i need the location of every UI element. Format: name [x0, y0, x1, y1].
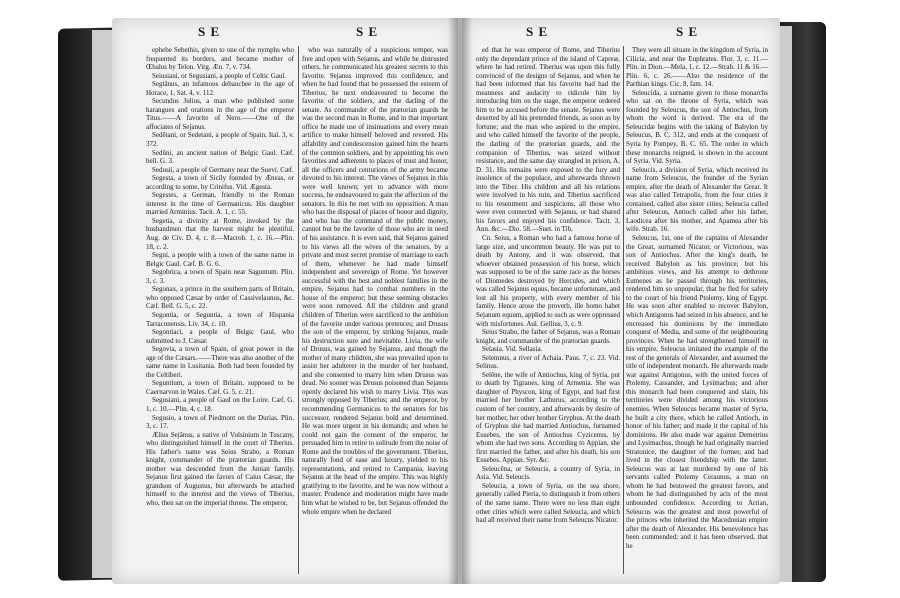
- dictionary-entry: who was naturally of a suspicious temper, was free and open with Sejanus, and while he distrusted others, he communicated his greatest secrets to this favorite. Sejanus improved this confidence, and when he had found that he possessed the esteem of Tiberius, he next endeavoured to become the favorite of the soldiers, and the darling of the senate. As commander of the prætorian guards he was the second man in Rome, and in that important office he made use of insinuations and every mean artifice to make himself beloved and revered. His affability and condescension gained him the hearts of the common soldiers, and by appointing his own favorites and adherents to places of trust and honor, all the officers and centurions of the army became devoted to his interest. The views of Sejanus in this were well known; yet to advance with more success, he endeavoured to gain the affection of the senators. In this he met with no opposition. A man who has the disposal of places of honor and dignity, and who has the command of the public money, cannot but be the favorite of those who are in need of his assistance. It is even said, that Sejanus gained to his views all the wives of the senators, by a private and most secret promise of marriage to each of them, whenever he had made himself independent and sovereign of Rome. Yet however successful with the best and noblest families in the empire, Sejanus had to combat numbers in the house of the emperor; but these seeming obstacles were soon removed. All the children and grand children of Tiberius were sacrificed to the ambition of the favorite under various pretences; and Drusus the son of the emperor, by striking Sejanus, made his destruction sure and inevitable. Livia, the wife of Drusus, was gained by Sejanus, and though the mother of many children, she was prevailed upon to assist her adulterer in the murder of her husband, and she consented to marry him when Drusus was dead. No sooner was Drusus poisoned than Sejanus openly declared his wish to marry Livia. This was strongly opposed by Tiberius; and the emperor, by recommending Germanicus to the senators for his successor, rendered Sejanus bold and determined. He was more urgent in his demands; and when he could not gain the consent of the emperor, he persuaded him to retire to solitude from the noise of Rome and the troubles of the government. Tiberius, naturally fond of ease and luxury, yielded to his representations, and retired to Campania, leaving Sejanus at the head of the empire. This was highly gratifying to the favorite, and he was now without a master. Prudence and moderation might have made him what he wished to be, but Sejanus offended the whole empire when he declared: [302, 46, 448, 516]
- dictionary-entry: Segusiani, a people of Gaul on the Loire. Cæf. G. 1, c. 10.—Plin. 4, c. 18.: [146, 396, 294, 413]
- dictionary-entry: ed that he was emperor of Rome, and Tiberius only the dependant prince of the island of Capreæ, where he had retired. Tiberius was upon this fully convinced of the designs of Sejanus, and when he had been informed that his favorite had had the meanness and audacity to ridicule him by introducing him on the stage, the emperor ordered him to be accused before the senate. Sejanus were deserted by all his pretended friends, as soon as by fortune; and the man who aspired to the empire, and who called himself the favorite of the people, the darling of the prætorian guards, and the companion of Tiberius, was seized without resistance, and the same day strangled in prison, A. D. 31. His remains were exposed to the fury and insolence of the populace, and afterwards thrown into the Tiber. His children and all his relations were involved in his ruin, and Tiberius sacrificed to his resentment and suspicions, all those who were even connected with Sejanus, or had shared his favors and enjoyed his confidence. Tacit. 3, Ann. &c.—Dio. 58.—Suet. in Tib.: [476, 46, 620, 234]
- left-page-column-1: [146, 46, 294, 576]
- right-page-column-1: [476, 46, 620, 576]
- dictionary-entry: Segobrica, a town of Spain near Saguntum. Plin. 3, c. 3.: [146, 268, 294, 285]
- running-head-left-col: S E: [198, 24, 221, 39]
- dictionary-entry: Selêne, the wife of Antiochus, king of Syria, put to death by Tigranes, king of Armenia. She was daughter of Physcon, king of Egypt, and had first married her brother Lathurus, according to the custom of her country, and afterwards by desire of her mother, her other brother Gryphus. At the death of Gryphus she had married Antiochus, furnamed Eusebes, the son of Antiochus Cyzicenus, by whom she had two sons. According to Appian, she first married the father, and after his death, his son Eusebes. Appian. Syr. &c.: [476, 370, 620, 465]
- running-head-right-col: S E: [676, 24, 699, 39]
- dictionary-entry: Seguntium, a town of Britain, supposed to be Caernarvon in Wales. Cæf. G. 5, c. 21.: [146, 379, 294, 396]
- dictionary-entry: Seleucia, a town of Syria, on the sea shore, generally called Pieria, to distinguish it from others of the same name. There were no less than eight other cities which were called Seleucia, and which had all received their name from Seleucus Nicator.: [476, 481, 620, 525]
- dictionary-entry: Secundus Julius, a man who published some harangues and orations in the age of the emperor Titus.——A favorite of Nero.——One of the affociates of Sejanus.: [146, 97, 294, 131]
- running-head-right-col: S E: [356, 24, 379, 39]
- dictionary-entry: Selasia. Vid. Sellasia.: [482, 345, 543, 354]
- dictionary-entry: Sedusii, a people of Germany near the Suevi. Cæf.: [152, 165, 294, 174]
- dictionary-entry: Seius Strabo, the father of Sejanus, was a Roman knight, and commander of the prætorian guards.: [476, 328, 620, 345]
- running-head-left-col: S E: [526, 24, 549, 39]
- dictionary-entry: Segontia, or Seguntia, a town of Hispania Tarraconensis. Liv. 34, c. 10.: [146, 310, 294, 328]
- dictionary-entry: Segesta, a town of Sicily founded by Æneas, or according to some, by Crinifus. Vid. Ægesta.: [146, 174, 294, 191]
- dictionary-entry: Segestes, a German, friendly to the Roman interest in the time of Germanicus. His daughter married Arminius. Tacit. A. 1, c. 55.: [146, 191, 294, 217]
- dictionary-entry: ephebe Sebethis, given to one of the nymphs who frequented its borders, and became mother of Œbalus by Telon. Virg. Æn. 7, v. 734.: [146, 46, 294, 72]
- left-page: [112, 18, 458, 584]
- dictionary-entry: Sedêtani, or Sedetani, a people of Spain. Ital. 3, v. 372.: [146, 131, 294, 149]
- dictionary-entry: Segetia, a divinity at Rome, invoked by the husbandmen that the harvest might be plentiful. Aug. de Civ. D. 4, c. 8.—Macrob. 1, c. 16.—Plin. 18, c. 2.: [146, 216, 294, 251]
- dictionary-entry: Seiusiani, or Segusiani, a people of Celtic Gaul.: [152, 71, 287, 80]
- dictionary-entry: Seleucida, a surname given to those monarchs who sat on the throne of Syria, which was founded by Seleucus, the son of Antiochus, from whom the word is derived. The era of the Seleucidæ begins with the taking of Babylon by Seleucus, B. C. 312, and ends at the conquest of Syria by Pompey, B. C. 65. The order in which these monarchs reigned, is shown in the account of Syria. Vid. Syria.: [626, 88, 768, 166]
- right-page-column-2: [626, 46, 768, 576]
- book-gutter: [448, 18, 472, 584]
- right-page: [462, 18, 780, 584]
- dictionary-entry: Seleucis, a division of Syria, which received its name from Seleucus, the founder of the Syrian empire, after the death of Alexander the Great. It was also called Tetrapolis, from the four cities it contained, called also sister cities; Seleucia called after Seleucus, Antioch called after his father, Laodicea after his mother, and Apamea after his wife. Strab. 16.: [626, 165, 768, 234]
- dictionary-entry: Segtânus, an infamous debauchee in the age of Horace, 1, Sat. 4, v. 112.: [146, 80, 294, 97]
- right-column-divider: [623, 46, 624, 574]
- right-page-running-head: [462, 24, 780, 42]
- dictionary-entry: Sedûni, an ancient nation of Belgic Gaul. Cæf. bell. G. 3.: [146, 148, 294, 166]
- dictionary-entry: Segontiaci, a people of Belgic Gaul, who submitted to J. Cæsar.: [146, 328, 294, 345]
- dictionary-entry: Selemnus, a river of Achaia. Paus. 7, c. 23. Vid. Selinus.: [476, 353, 620, 371]
- dictionary-entry: Segni, a people with a town of the same name in Belgic Gaul. Cæf. B. G. 6.: [146, 251, 294, 268]
- dictionary-entry: They were all situate in the kingdom of Syria, in Cilicia, and near the Euphrates. Flor. 3, c. 11.—Plin. in Dion.—Mela, 1, c. 12.—Strab. 11 & 16.—Plin. 6, c. 26.——Also the residence of the Parthian kings. Cic. 8, fam. 14.: [626, 46, 768, 89]
- left-column-divider: [298, 46, 299, 574]
- dictionary-entry: Segusio, a town of Piedmont on the Durias. Plin. 3, c. 17.: [146, 413, 294, 431]
- left-page-column-2: [302, 46, 448, 576]
- dictionary-entry: Ælius Sejânus, a native of Vulsinium in Tuscany, who distinguished himself in the court of Tiberius. His father's name was Seius Strabo, a Roman knight, commander of the prætorian guards. His mother was descended from the Junian family. Sejanus first gained the favors of Caius Cæsar, the grandson of Augustus, but afterwards he attached himself to the interest and the views of Tiberius, who, then sat on the imperial throne. The emperor,: [146, 430, 294, 507]
- dictionary-entry: Segovia, a town of Spain, of great power in the age of the Cæsars.——There was also another of the same name in Lusitania. Both had been founded by the Celtiberi.: [146, 345, 294, 379]
- dictionary-entry: Segonax, a prince in the southern parts of Britain, who opposed Cæsar by order of Cassivelaunus, &c. Cæf. Bell. G. 5, c. 22.: [146, 285, 294, 311]
- dictionary-entry: Seleucêna, or Seleucis, a country of Syria, in Asia. Vid. Seleucis.: [476, 464, 620, 482]
- left-page-running-head: [112, 24, 458, 42]
- dictionary-entry: Seleucus, 1st, one of the captains of Alexander the Great, surnamed Nicator, or Victorious, was son of Antiochus. After the king's death, he received Babylon as his province; but his ambitious views, and his attempt to dethrone Eumenes as he passed through his territories, rendered him so unpopular, that he fled for safety to the court of his friend Ptolemy, king of Egypt. He was soon after enabled to recover Babylon, which Antigonus had seized in his absence, and he encreased his dominions by the immediate conquest of Media, and some of the neighbouring provinces. When he had strengthened himself in his empire, Seleucus imitated the example of the rest of the generals of Alexander, and assumed the title of independent monarch. He afterwards made war against Antigonus, with the united forces of Ptolemy, Cassander, and Lysimachus; and after this monarch had been conquered and slain, his territories were divided among his victorious enemies. When Seleucus became master of Syria, he built a city there, which he called Antioch, in honor of his father; and made it the capital of his dominions. He also made war against Demetrius and Lysimachus, though he had originally married Stratonice, the daughter of the former, and had lived in the closest friendship with the latter. Seleucus was at last murdered by one of his servants called Ptolemy Ceraunus, a man on whom he had bestowed the greatest favors, and whom he had distinguished by acts of the most unbounded confidence. According to Arrian, Seleucus was the greatest and most powerful of the princes who inherited the Macedonian empire after the death of Alexander. His benevolence has been commended; and it has been observed, that he: [626, 234, 768, 550]
- dictionary-entry: Cn. Seius, a Roman who had a famous horse of large size, and uncommon beauty. He was put to death by Antony, and it was observed, that whoever obtained possession of his horse, which was supposed to be of the same race as the horses of Diomedes destroyed by Hercules, and which was called Sejanus equus, became unfortunate, and lost all his property, with every member of his family. Hence arose the proverb, ille homo habet Sejanum equum, applied to such as were oppressed with misfortunes. Aul. Gellius, 3, c. 9.: [476, 234, 620, 328]
